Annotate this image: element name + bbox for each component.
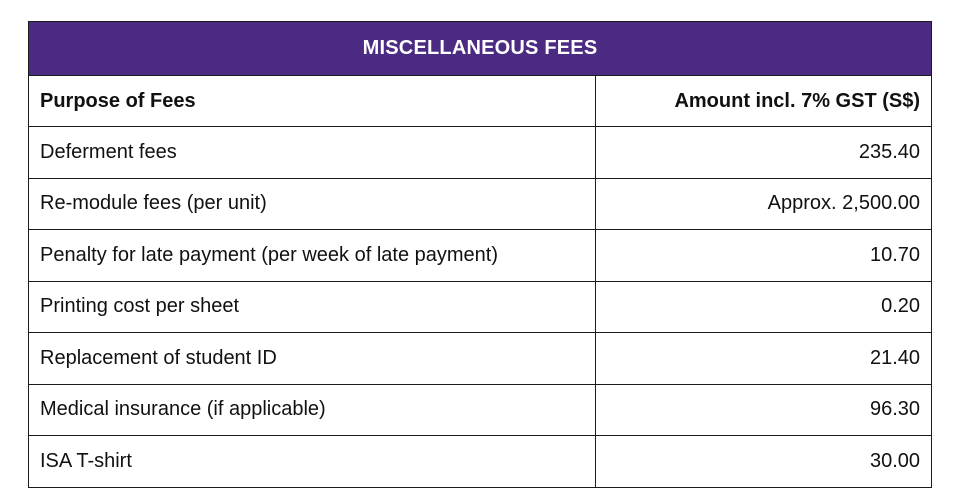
amount-cell: 21.40 [596, 333, 932, 385]
miscellaneous-fees-table [28, 21, 932, 488]
amount-cell: Approx. 2,500.00 [596, 178, 932, 230]
table-row [29, 230, 932, 282]
table-row [29, 333, 932, 385]
table-row [29, 281, 932, 333]
amount-cell: 30.00 [596, 436, 932, 488]
purpose-cell: ISA T-shirt [29, 436, 596, 488]
purpose-cell: Medical insurance (if applicable) [29, 384, 596, 436]
table-header-row [29, 76, 932, 127]
table-row [29, 178, 932, 230]
amount-cell: 96.30 [596, 384, 932, 436]
amount-cell: 10.70 [596, 230, 932, 282]
purpose-cell: Deferment fees [29, 127, 596, 179]
column-header-purpose: Purpose of Fees [29, 76, 596, 127]
table-row [29, 436, 932, 488]
purpose-cell: Re-module fees (per unit) [29, 178, 596, 230]
column-header-amount: Amount incl. 7% GST (S$) [596, 76, 932, 127]
purpose-cell: Penalty for late payment (per week of late payment) [29, 230, 596, 282]
table-title: MISCELLANEOUS FEES [29, 22, 932, 76]
purpose-cell: Printing cost per sheet [29, 281, 596, 333]
amount-cell: 0.20 [596, 281, 932, 333]
table-row [29, 384, 932, 436]
table-row [29, 127, 932, 179]
amount-cell: 235.40 [596, 127, 932, 179]
table-title-row [29, 22, 932, 76]
purpose-cell: Replacement of student ID [29, 333, 596, 385]
